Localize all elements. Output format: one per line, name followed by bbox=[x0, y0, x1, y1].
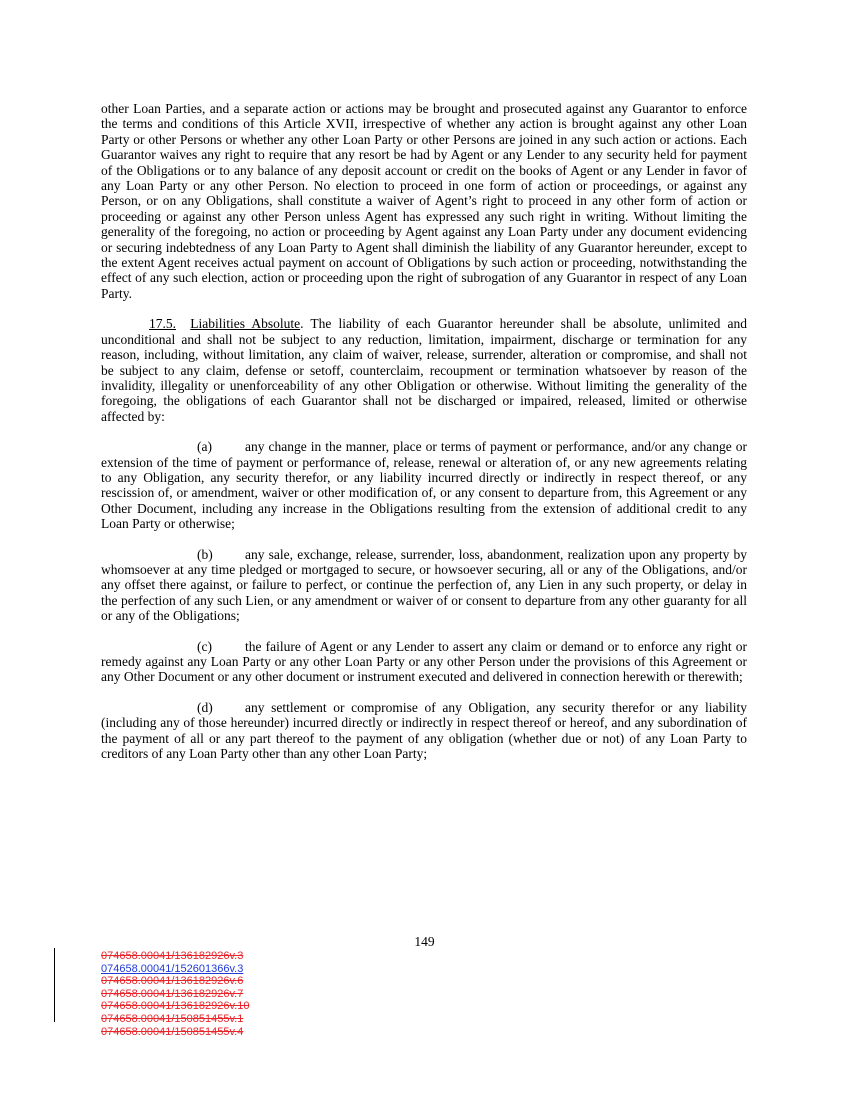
footer-doc-id-current: 074658.00041/152601366v.3 bbox=[101, 962, 244, 975]
clause-label: (d) bbox=[197, 699, 213, 715]
clause-a bbox=[101, 439, 747, 531]
footer-doc-id-deleted: 074658.00041/150851455v.4 bbox=[101, 1025, 244, 1038]
revision-change-bar bbox=[54, 948, 55, 1022]
section-body: . The liability of each Guarantor hereunder shall be absolute, unlimited and unconditional and shall not be subject to any reduction, limitation, impairment, discharge or termination for any reason, including, without limitation, any claim of waiver, release, surrender, alteration or compromise, and shall not be subject to any claim, defense or setoff, counterclaim, recoupment or termination whatsoever by reason of the invalidity, illegality or unenforceability of any other Obligation or otherwise. Without limiting the generality of the foregoing, the obligations of each Guarantor shall not be discharged or impaired, released, limited or otherwise affected by: bbox=[101, 316, 747, 424]
footer-doc-id-deleted: 074658.00041/150851455v.1 bbox=[101, 1012, 244, 1025]
section-number: 17.5. bbox=[149, 316, 176, 332]
section-17-5 bbox=[101, 316, 747, 424]
clause-text: the failure of Agent or any Lender to assert any claim or demand or to enforce any right or remedy against any Loan Party or any other Loan Party or any other Person under the provisions of this Agreement or any Other Document or any other document or instrument executed and delivered in connection herewith or therewith; bbox=[101, 638, 747, 685]
clause-b bbox=[101, 547, 747, 624]
clause-d bbox=[101, 700, 747, 762]
clause-c bbox=[101, 639, 747, 685]
page-number: 149 bbox=[414, 934, 435, 949]
clause-label: (c) bbox=[197, 638, 212, 654]
section-title: Liabilities Absolute bbox=[190, 316, 301, 332]
footer-doc-id-deleted: 074658.00041/136182926v.10 bbox=[101, 1000, 250, 1013]
clause-text: any settlement or compromise of any Obligation, any security therefor or any liability (including any of those hereunder) incurred directly or indirectly in respect thereof or hereof, and any subordination of the payment of all or any part thereof to the payment of any obligation (whether due or not) of any Loan Party to creditors of any Loan Party other than any other Loan Party; bbox=[101, 699, 747, 762]
document-id-footer bbox=[101, 950, 249, 1038]
clause-text: any sale, exchange, release, surrender, loss, abandonment, realization upon any property by whomsoever at any time pledged or mortgaged to secure, or howsoever securing, all or any of the Obligations, and/or any offset there against, or failure to perfect, or continue the perfection of, any Lien in any such property, or delay in the perfection of any such Lien, or any amendment or waiver of or consent to departure from any other guaranty for all or any of the Obligations; bbox=[101, 546, 747, 624]
footer-doc-id-deleted: 074658.00041/136182926v.6 bbox=[101, 975, 244, 988]
footer-doc-id-deleted: 074658.00041/136182926v.3 bbox=[101, 950, 244, 962]
clause-text: any change in the manner, place or terms of payment or performance, and/or any change or extension of the time of payment or performance of, release, renewal or alteration of, or any new agreements relating to any Obligation, any security therefor, or any liability incurred directly or indirectly in respect thereof, or any rescission of, or amendment, waiver or other modification of, or any consent to departure from, this Agreement or any Other Document, including any increase in the Obligations resulting from the extension of additional credit to any Loan Party or otherwise; bbox=[101, 439, 747, 532]
document-body bbox=[101, 101, 747, 776]
clause-label: (b) bbox=[197, 546, 213, 562]
paragraph-continuation: other Loan Parties, and a separate action or actions may be brought and prosecuted against any Guarantor to enforce the terms and conditions of this Article XVII, irrespective of whether any action is brought against any other Loan Party or other Persons or whether any other Loan Party or other Persons are joined in any such action or actions. Each Guarantor waives any right to require that any resort be had by Agent or any Lender to any security held for payment of the Obligations or to any balance of any deposit account or credit on the books of Agent or any Lender in favor of any Loan Party or any other Person. No election to proceed in one form of action or proceedings, or against any Person, or on any Obligations, shall constitute a waiver of Agent’s right to proceed in any other form of action or proceeding or against any other Person unless Agent has expressed any such right in writing. Without limiting the generality of the foregoing, no action or proceeding by Agent against any Loan Party under any document evidencing or securing indebtedness of any Loan Party to Agent shall diminish the liability of any Guarantor hereunder, except to the extent Agent receives actual payment on account of Obligations by such action or proceeding, notwithstanding the effect of any such election, action or proceeding upon the right of subrogation of any Guarantor in respect of any Loan Party. bbox=[101, 101, 747, 301]
footer-doc-id-deleted: 074658.00041/136182926v.7 bbox=[101, 987, 244, 1000]
clause-label: (a) bbox=[197, 439, 212, 455]
